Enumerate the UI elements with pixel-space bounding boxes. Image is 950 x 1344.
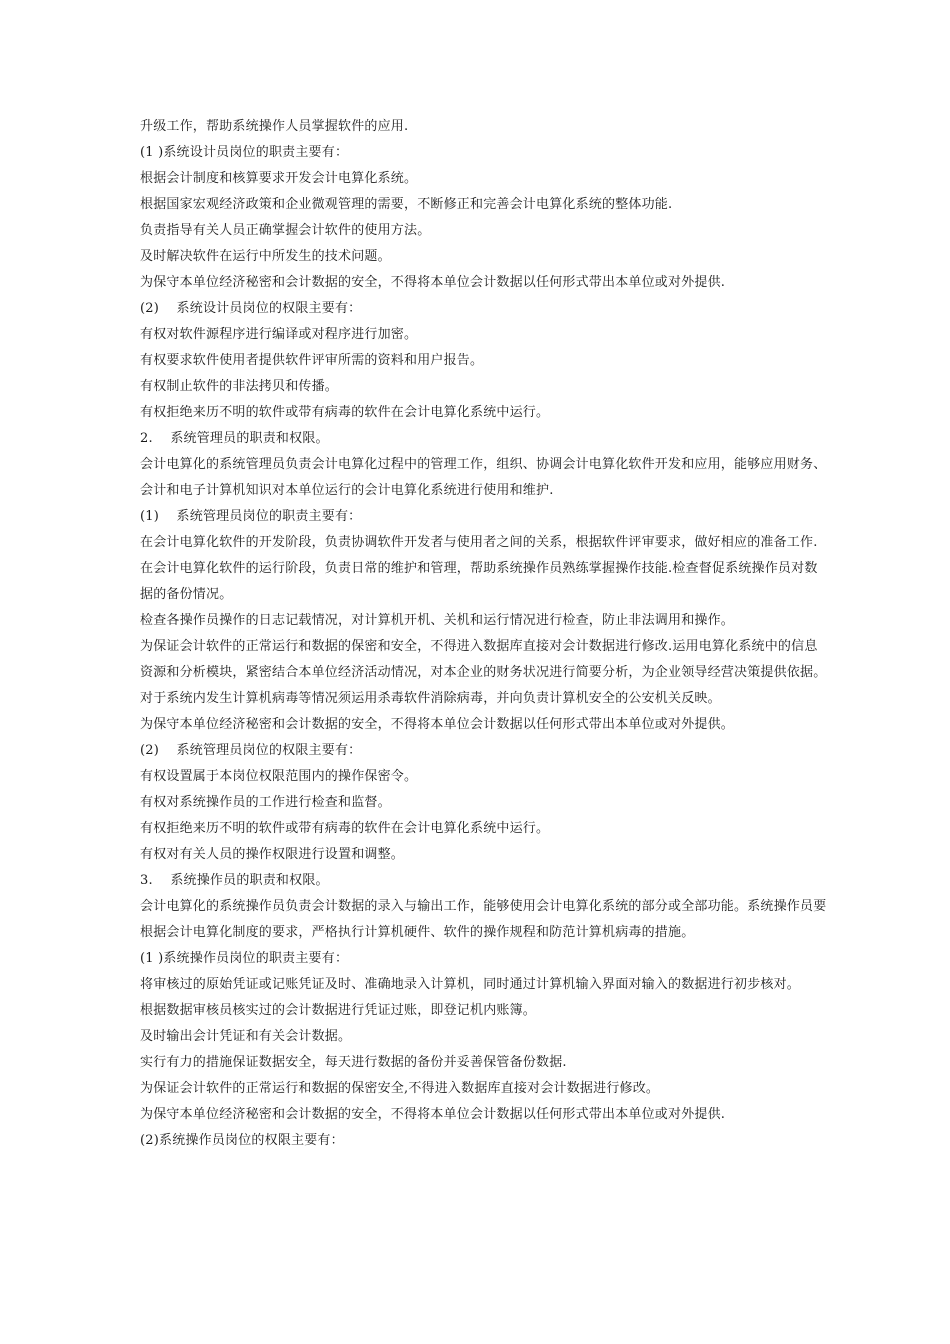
paragraph: 为保守本单位经济秘密和会计数据的安全，不得将本单位会计数据以任何形式带出本单位或对外提供。 (140, 717, 735, 732)
paragraph: 将审核过的原始凭证或记账凭证及时、准确地录入计算机，同时通过计算机输入界面对输入的数据进行初步核对。 (140, 977, 801, 992)
paragraph: 为保守本单位经济秘密和会计数据的安全，不得将本单位会计数据以任何形式带出本单位或对外提供. (140, 275, 726, 290)
paragraph: 负责指导有关人员正确掌握会计软件的使用方法。 (140, 223, 431, 238)
paragraph: 有权拒绝来历不明的软件或带有病毒的软件在会计电算化系统中运行。 (140, 405, 550, 420)
paragraph: 有权制止软件的非法拷贝和传播。 (140, 379, 339, 394)
section-heading: (2)系统操作员岗位的权限主要有： (140, 1133, 344, 1148)
paragraph: 有权对软件源程序进行编译或对程序进行加密。 (140, 327, 418, 342)
paragraph: 根据数据审核员核实过的会计数据进行凭证过账，即登记机内账簿。 (140, 1003, 537, 1018)
paragraph: 检查各操作员操作的日志记载情况，对计算机开机、关机和运行情况进行检查，防止非法调用和操作。 (140, 613, 735, 628)
paragraph: 在会计电算化软件的开发阶段，负责协调软件开发者与使用者之间的关系，根据软件评审要求，做好相应的准备工作. (140, 535, 818, 550)
paragraph: 根据国家宏观经济政策和企业微观管理的需要，不断修正和完善会计电算化系统的整体功能. (140, 197, 673, 212)
section-heading: 3. 系统操作员的职责和权限。 (140, 873, 329, 888)
paragraph: 为保证会计软件的正常运行和数据的保密和安全，不得进入数据库直接对会计数据进行修改.运用电算化系统中的信息资源和分析模块，紧密结合本单位经济活动情况，对本企业的财务状况进行简要分析，为企业领导经营决策提供依据。 (140, 639, 827, 680)
paragraph: 有权设置属于本岗位权限范围内的操作保密令。 (140, 769, 418, 784)
paragraph: 会计电算化的系统操作员负责会计数据的录入与输出工作，能够使用会计电算化系统的部分或全部功能。系统操作员要根据会计电算化制度的要求，严格执行计算机硬件、软件的操作规程和防范计算机病毒的措施。 (140, 899, 827, 940)
paragraph: 为保证会计软件的正常运行和数据的保密安全,不得进入数据库直接对会计数据进行修改。 (140, 1081, 660, 1096)
paragraph: 有权对系统操作员的工作进行检查和监督。 (140, 795, 391, 810)
section-heading: (1 )系统设计员岗位的职责主要有： (140, 145, 349, 160)
paragraph: 根据会计制度和核算要求开发会计电算化系统。 (140, 171, 418, 186)
paragraph: 有权对有关人员的操作权限进行设置和调整。 (140, 847, 405, 862)
section-heading: 2. 系统管理员的职责和权限。 (140, 431, 329, 446)
paragraph: 实行有力的措施保证数据安全，每天进行数据的备份并妥善保管备份数据. (140, 1055, 567, 1070)
section-heading: (1 )系统操作员岗位的职责主要有： (140, 951, 349, 966)
section-heading: (2) 系统管理员岗位的权限主要有： (140, 743, 362, 758)
document-body (140, 114, 830, 1154)
paragraph: 升级工作，帮助系统操作人员掌握软件的应用. (140, 119, 409, 134)
paragraph: 有权要求软件使用者提供软件评审所需的资料和用户报告。 (140, 353, 484, 368)
paragraph: 为保守本单位经济秘密和会计数据的安全，不得将本单位会计数据以任何形式带出本单位或对外提供. (140, 1107, 726, 1122)
paragraph: 及时解决软件在运行中所发生的技术问题。 (140, 249, 391, 264)
paragraph: 在会计电算化软件的运行阶段，负责日常的维护和管理，帮助系统操作员熟练掌握操作技能.检查督促系统操作员对数据的备份情况。 (140, 561, 818, 602)
paragraph: 有权拒绝来历不明的软件或带有病毒的软件在会计电算化系统中运行。 (140, 821, 550, 836)
section-heading: (1) 系统管理员岗位的职责主要有： (140, 509, 362, 524)
paragraph: 对于系统内发生计算机病毒等情况须运用杀毒软件消除病毒，并向负责计算机安全的公安机关反映。 (140, 691, 721, 706)
paragraph: 及时输出会计凭证和有关会计数据。 (140, 1029, 352, 1044)
section-heading: (2) 系统设计员岗位的权限主要有： (140, 301, 362, 316)
paragraph: 会计电算化的系统管理员负责会计电算化过程中的管理工作，组织、协调会计电算化软件开发和应用，能够应用财务、会计和电子计算机知识对本单位运行的会计电算化系统进行使用和维护. (140, 457, 827, 498)
